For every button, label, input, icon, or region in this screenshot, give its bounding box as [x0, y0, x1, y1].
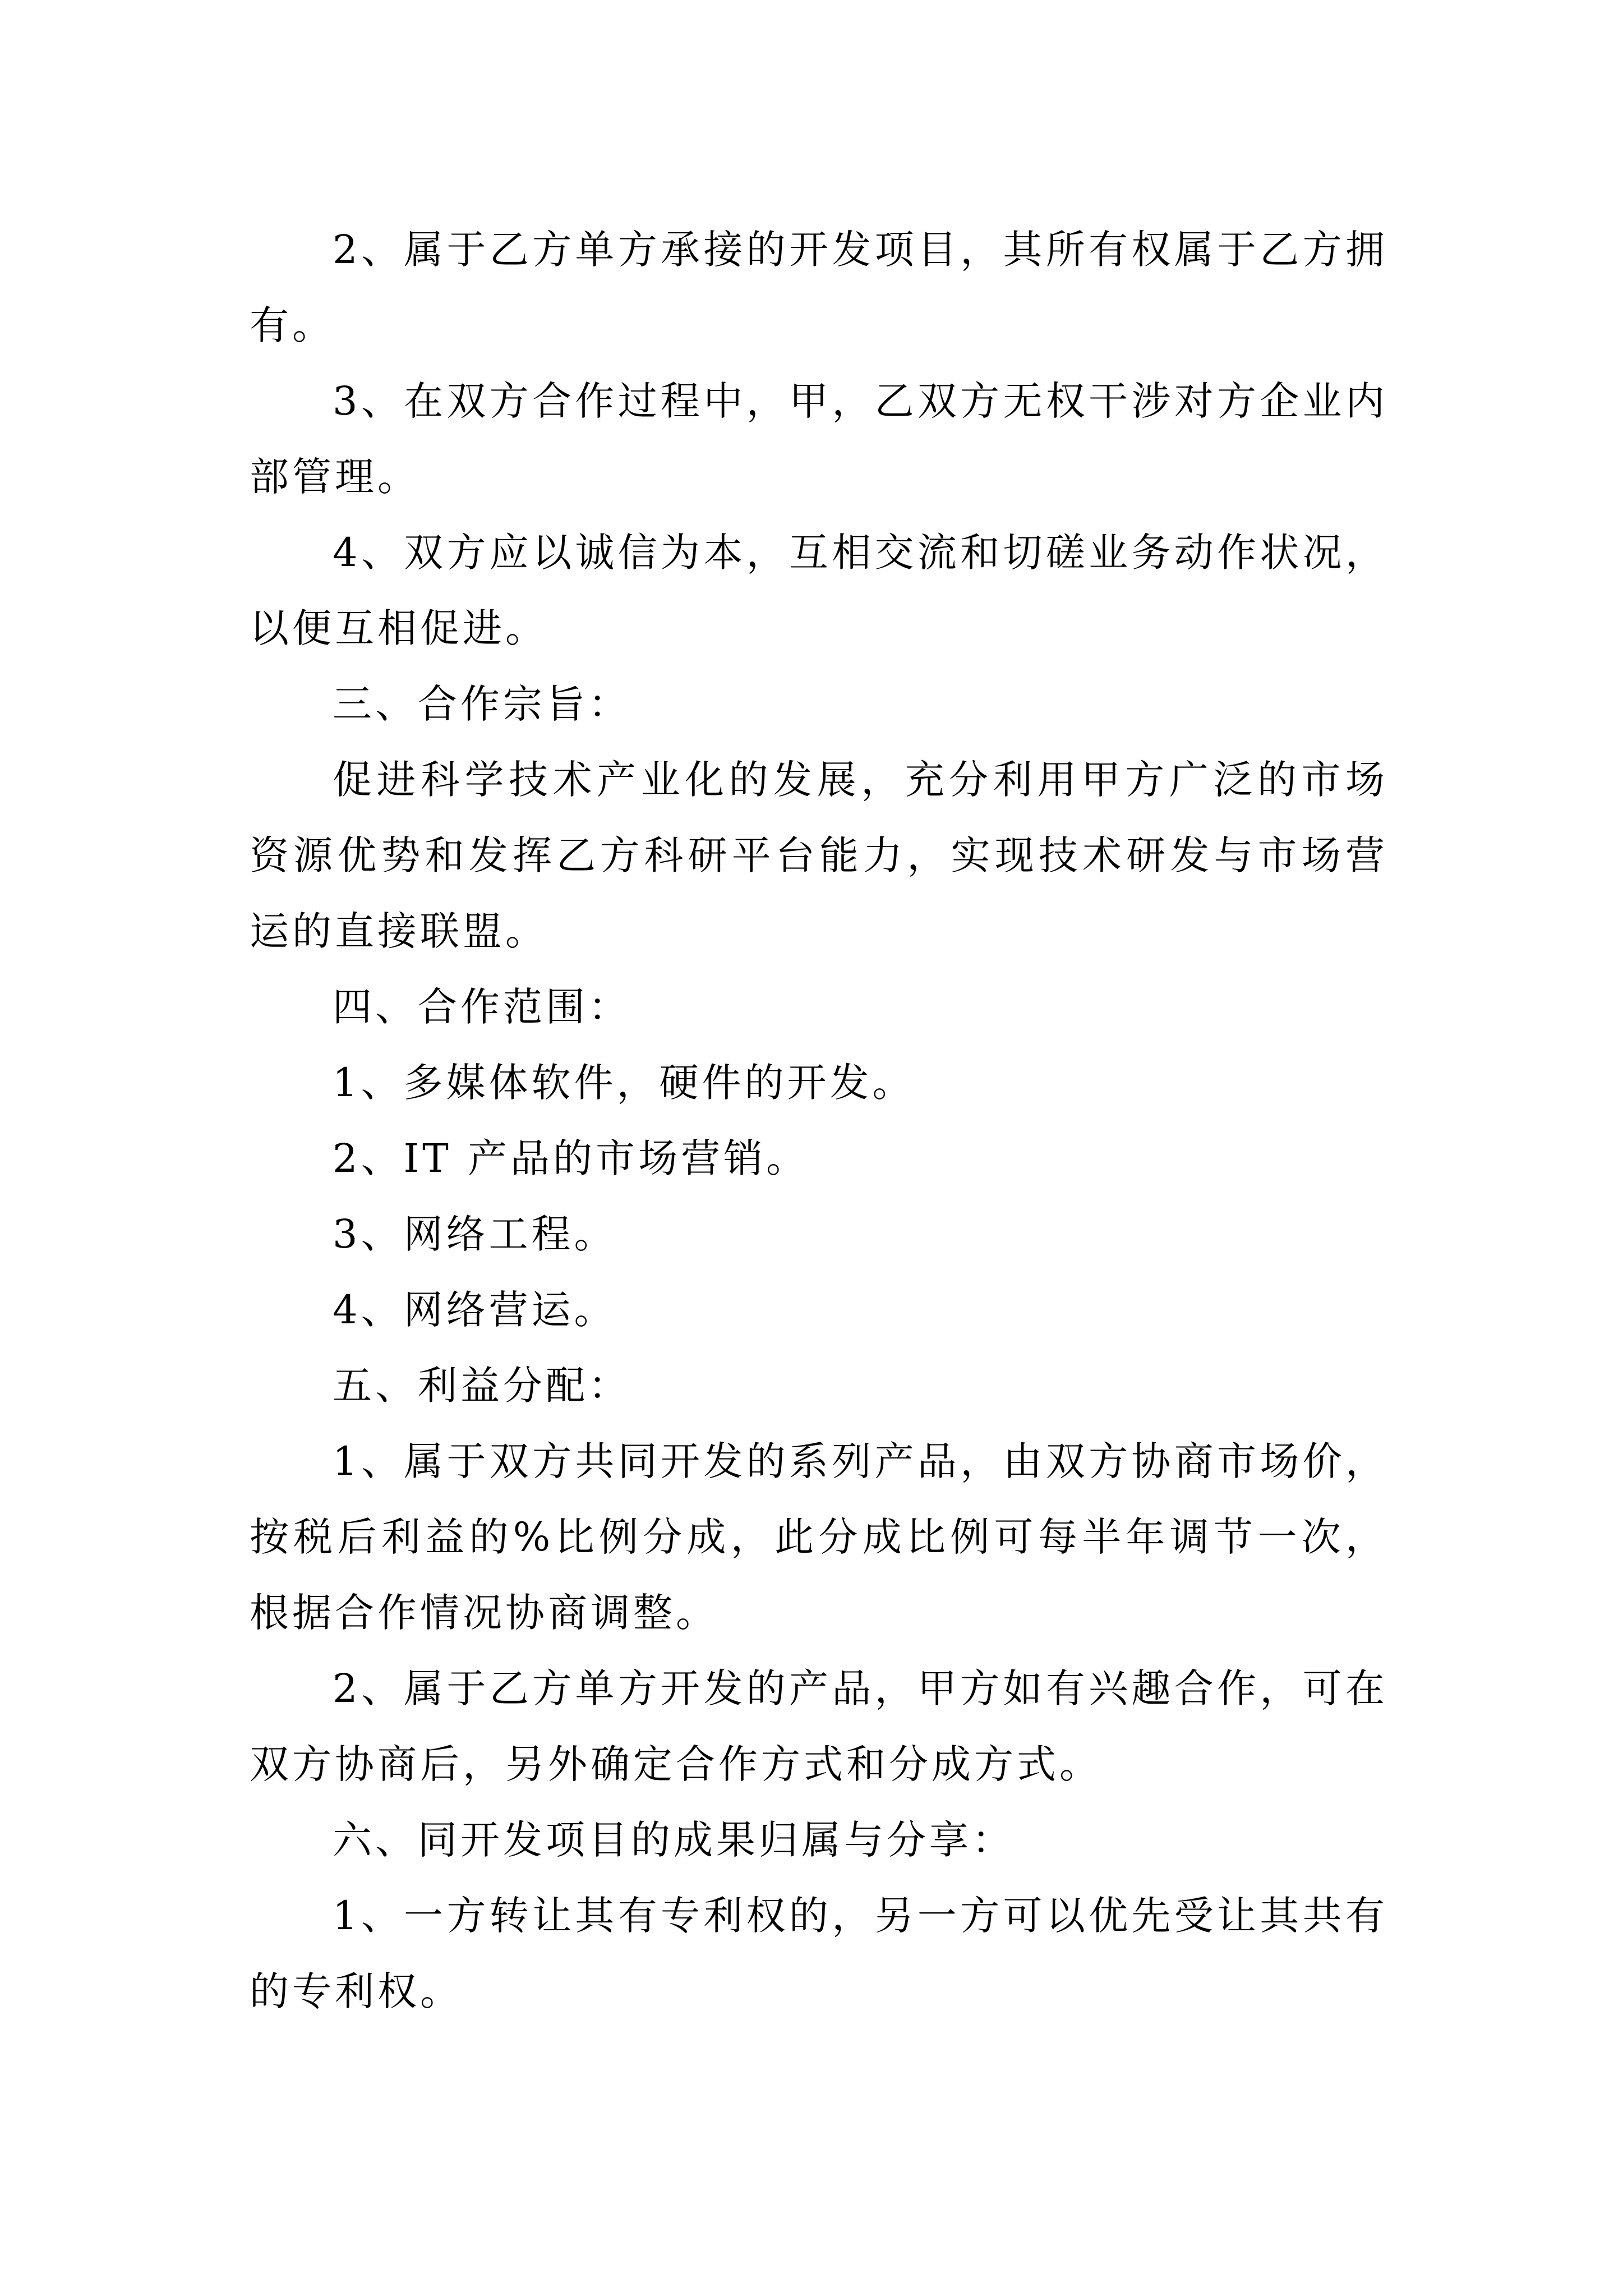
scope-item-1: 1、多媒体软件，硬件的开发。 — [333, 1060, 915, 1106]
section-heading-scope: 四、合作范围： — [333, 984, 631, 1030]
profit-clause-2: 2、属于乙方单方开发的产品，甲方如有兴趣合作，可在双方协商后，另外确定合作方式和分成方式。 — [250, 1665, 1388, 1787]
scope-item-3: 3、网络工程。 — [333, 1211, 617, 1257]
section-heading-results: 六、同开发项目的成果归属与分享： — [333, 1817, 1015, 1863]
clause-4-integrity: 4、双方应以诚信为本，互相交流和切磋业务动作状况，以便互相促进。 — [250, 530, 1388, 651]
profit-clause-1: 1、属于双方共同开发的系列产品，由双方协商市场价，按税后利益的%比例分成，此分成比例可每半年调节一次，根据合作情况协商调整。 — [250, 1438, 1388, 1636]
clause-3-non-interference: 3、在双方合作过程中，甲，乙双方无权干涉对方企业内部管理。 — [250, 378, 1388, 500]
results-clause-1: 1、一方转让其有专利权的，另一方可以优先受让其共有的专利权。 — [250, 1893, 1388, 2014]
section-heading-profit: 五、利益分配： — [333, 1363, 631, 1409]
scope-item-2: 2、IT 产品的市场营销。 — [333, 1135, 809, 1181]
scope-item-4: 4、网络营运。 — [333, 1287, 617, 1333]
section-heading-purpose: 三、合作宗旨： — [333, 681, 631, 727]
purpose-text: 促进科学技术产业化的发展，充分利用甲方广泛的市场资源优势和发挥乙方科研平台能力，实现技术研发与市场营运的直接联盟。 — [250, 757, 1388, 954]
document-body — [250, 212, 1388, 2030]
clause-2-ownership: 2、属于乙方单方承接的开发项目，其所有权属于乙方拥有。 — [250, 227, 1388, 348]
